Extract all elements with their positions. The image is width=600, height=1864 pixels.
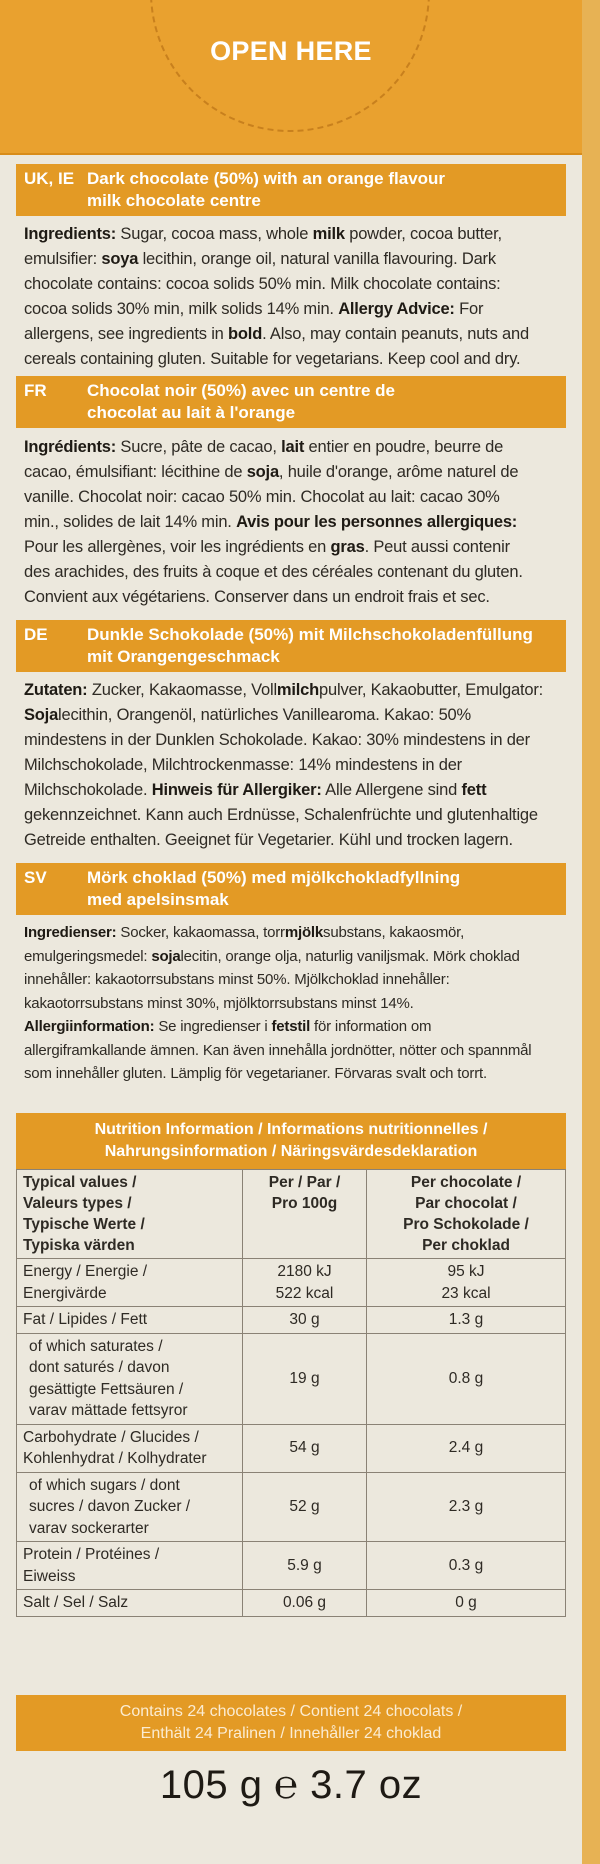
text-line: [24, 1062, 558, 1086]
text-line: [24, 992, 558, 1016]
text-line: [24, 297, 558, 322]
nutrient-label: Carbohydrate / Glucides / Kohlenhydrat / Kolhydrater: [17, 1424, 243, 1472]
text-segment: des arachides, des fruits à coque et des céréales contenant du gluten.: [24, 563, 523, 581]
text-line: [24, 272, 558, 297]
text-segment: för information om: [310, 1018, 432, 1035]
nutrient-label: of which saturates / dont saturés / davon gesättigte Fettsäuren / varav mättade fettsyror: [17, 1333, 243, 1424]
contains-count-banner: [16, 1695, 566, 1751]
text-segment: Zucker, Kakaomasse, Voll: [87, 681, 277, 699]
language-code: UK, IE: [24, 169, 75, 188]
text-segment: Alle Allergene sind: [321, 781, 462, 799]
value-per-chocolate: 0.3 g: [367, 1542, 566, 1590]
value-per-100g: 0.06 g: [243, 1590, 367, 1617]
contains-line: Enthält 24 Pralinen / Innehåller 24 choklad: [140, 1725, 442, 1742]
text-segment: . Also, may contain peanuts, nuts and: [262, 325, 529, 343]
net-weight: 105 g ℮ 3.7 oz: [159, 1763, 423, 1807]
text-segment: innehåller: kakaotorrsubstans minst 50%. Mjölkchoklad innehåller:: [24, 971, 450, 988]
text-segment: cereals containing gluten. Suitable for vegetarians. Keep cool and dry.: [24, 350, 521, 368]
text-segment: Convient aux végétariens. Conserver dans un endroit frais et sec.: [24, 588, 490, 606]
value-per-chocolate: 0.8 g: [367, 1333, 566, 1424]
text-line: [24, 678, 558, 703]
section-title-line: med apelsinsmak: [87, 890, 229, 909]
text-line: [24, 510, 558, 535]
bold-segment: gras: [330, 538, 365, 556]
section-header-fr: [16, 376, 566, 428]
text-line: [24, 585, 558, 610]
table-row: [17, 1472, 566, 1542]
nutrition-title-line: Nutrition Information / Informations nutritionnelles /: [94, 1121, 488, 1138]
section-title-line: Dunkle Schokolade (50%) mit Milchschokoladenfüllung: [87, 625, 533, 644]
text-segment: cocoa solids 30% min, milk solids 14% min.: [24, 300, 339, 318]
section-title-line: Chocolat noir (50%) avec un centre de: [87, 381, 395, 400]
text-segment: pulver, Kakaobutter, Emulgator:: [319, 681, 544, 699]
text-line: [24, 485, 558, 510]
nutrient-label: of which sugars / dont sucres / davon Zucker / varav sockerarter: [17, 1472, 243, 1542]
section-title-line: chocolat au lait à l'orange: [87, 403, 296, 422]
text-segment: lecithin, orange oil, natural vanilla flavouring. Dark: [138, 250, 496, 268]
bold-segment: milk: [312, 225, 345, 243]
ingredients-text-uk: [16, 218, 566, 376]
header-per-100g: Per / Par / Pro 100g: [243, 1170, 367, 1259]
header-typical-values: Typical values / Valeurs types / Typische Werte / Typiska värden: [17, 1170, 243, 1259]
language-code: SV: [24, 868, 47, 887]
text-line: [24, 1015, 558, 1039]
text-segment: kakaotorrsubstans minst 30%, mjölktorrsubstans minst 14%.: [24, 994, 414, 1012]
text-segment: vanille. Chocolat noir: cacao 50% min. Chocolat au lait: cacao 30%: [24, 488, 500, 506]
text-line: [24, 347, 558, 372]
nutrient-label: Protein / Protéines / Eiweiss: [17, 1542, 243, 1590]
text-segment: Milchschokolade.: [24, 781, 152, 799]
text-segment: , huile d'orange, arôme naturel de: [278, 463, 519, 481]
text-segment: emulsifier:: [24, 250, 102, 268]
value-per-chocolate: 95 kJ 23 kcal: [367, 1259, 566, 1307]
value-per-100g: 54 g: [243, 1424, 367, 1472]
table-row: [17, 1542, 566, 1590]
nutrient-label: Fat / Lipides / Fett: [17, 1307, 243, 1334]
text-line: [24, 728, 558, 753]
language-code: DE: [24, 625, 48, 644]
section-title-line: milk chocolate centre: [87, 191, 261, 210]
text-segment: allergiframkallande ämnen. Kan även innehålla jordnötter, nötter och spannmål: [24, 1041, 532, 1059]
section-title-line: mit Orangengeschmack: [87, 647, 280, 666]
bold-segment: lait: [281, 438, 305, 456]
text-line: [24, 778, 558, 803]
text-segment: Pour les allergènes, voir les ingrédients en: [24, 538, 331, 556]
nutrition-title-line: Nahrungsinformation / Näringsvärdesdeklaration: [104, 1143, 478, 1160]
table-row: [17, 1333, 566, 1424]
text-line: [24, 703, 558, 728]
value-per-100g: 19 g: [243, 1333, 367, 1424]
text-segment: Socker, kakaomassa, torr: [116, 924, 285, 941]
bold-segment: soja: [151, 947, 181, 965]
text-segment: . Peut aussi contenir: [364, 538, 510, 556]
bold-segment: soja: [246, 463, 279, 481]
text-segment: lecitin, orange olja, naturlig vaniljsmak. Mörk choklad: [180, 947, 520, 965]
text-line: [24, 460, 558, 485]
section-title-line: Dark chocolate (50%) with an orange flavour: [87, 169, 446, 188]
text-line: [24, 222, 558, 247]
nutrient-label: Salt / Sel / Salz: [17, 1590, 243, 1617]
text-segment: lecithin, Orangenöl, natürliches Vanillearoma. Kakao: 50%: [58, 706, 471, 724]
text-segment: entier en poudre, beurre de: [304, 438, 504, 456]
text-segment: min., solides de lait 14% min.: [24, 513, 237, 531]
section-header-uk: [16, 164, 566, 216]
bold-segment: Avis pour les personnes allergiques:: [236, 513, 518, 531]
bold-segment: soya: [101, 250, 139, 268]
bold-segment: Ingredienser:: [24, 924, 117, 941]
table-header-row: [17, 1170, 566, 1259]
bold-segment: Ingredients:: [24, 225, 117, 243]
bold-segment: bold: [228, 325, 263, 343]
text-segment: emulgeringsmedel:: [24, 947, 152, 965]
text-line: [24, 968, 558, 992]
bold-segment: Hinweis für Allergiker:: [151, 781, 322, 799]
nutrient-label: Energy / Energie / Energivärde: [17, 1259, 243, 1307]
text-line: [24, 535, 558, 560]
contains-line: Contains 24 chocolates / Contient 24 chocolats /: [119, 1703, 463, 1720]
section-title-line: Mörk choklad (50%) med mjölkchokladfyllning: [87, 868, 461, 887]
text-segment: For: [454, 300, 484, 318]
text-line: [24, 560, 558, 585]
header-per-chocolate: Per chocolate / Par chocolat / Pro Schokolade / Per choklad: [367, 1170, 566, 1259]
section-header-sv: [16, 863, 566, 915]
value-per-chocolate: 1.3 g: [367, 1307, 566, 1334]
package-side-edge: [582, 0, 600, 1864]
text-segment: allergens, see ingredients in: [24, 325, 229, 343]
text-line: [24, 322, 558, 347]
open-here-label: OPEN HERE: [210, 36, 372, 66]
table-row: [17, 1424, 566, 1472]
bold-segment: Zutaten:: [24, 681, 88, 699]
text-segment: Sucre, pâte de cacao,: [116, 438, 282, 456]
nutrition-header: [16, 1113, 566, 1169]
section-header-de: [16, 620, 566, 672]
ingredients-text-de: [16, 674, 566, 857]
bold-segment: Allergiinformation:: [24, 1018, 155, 1035]
value-per-100g: 5.9 g: [243, 1542, 367, 1590]
text-segment: cacao, émulsifiant: lécithine de: [24, 463, 247, 481]
text-segment: powder, cocoa butter,: [344, 225, 502, 243]
value-per-chocolate: 2.4 g: [367, 1424, 566, 1472]
text-line: [24, 1039, 558, 1063]
open-flap[interactable]: [0, 0, 582, 155]
language-code: FR: [24, 381, 47, 400]
text-segment: Se ingredienser i: [154, 1018, 272, 1035]
text-segment: substans, kakaosmör,: [323, 924, 465, 941]
text-line: [24, 247, 558, 272]
bold-segment: Ingrédients:: [24, 438, 117, 456]
text-segment: Getreide enthalten. Geeignet für Vegetarier. Kühl und trocken lagern.: [24, 831, 513, 849]
value-per-100g: 2180 kJ 522 kcal: [243, 1259, 367, 1307]
value-per-chocolate: 0 g: [367, 1590, 566, 1617]
table-row: [17, 1590, 566, 1617]
text-line: [24, 945, 558, 969]
value-per-100g: 30 g: [243, 1307, 367, 1334]
ingredients-text-fr: [16, 431, 566, 614]
text-segment: mindestens in der Dunklen Schokolade. Kakao: 30% mindestens in der: [24, 731, 530, 749]
bold-segment: fetstil: [271, 1018, 311, 1035]
ingredients-text-sv: [16, 917, 566, 1090]
value-per-100g: 52 g: [243, 1472, 367, 1542]
bold-segment: fett: [461, 781, 487, 799]
bold-segment: Allergy Advice:: [338, 300, 455, 318]
text-segment: Sugar, cocoa mass, whole: [116, 225, 313, 243]
table-row: [17, 1259, 566, 1307]
text-line: [24, 435, 558, 460]
text-segment: som innehåller gluten. Lämplig för vegetarianer. Förvaras svalt och torrt.: [24, 1065, 487, 1082]
bold-segment: mjölk: [284, 924, 324, 941]
nutrition-table: [16, 1169, 566, 1617]
table-row: [17, 1307, 566, 1334]
text-line: [24, 828, 558, 853]
text-segment: gekennzeichnet. Kann auch Erdnüsse, Schalenfrüchte und glutenhaltige: [24, 806, 538, 824]
text-segment: Milchschokolade, Milchtrockenmasse: 14% mindestens in der: [24, 756, 462, 774]
value-per-chocolate: 2.3 g: [367, 1472, 566, 1542]
text-line: [24, 753, 558, 778]
text-line: [24, 803, 558, 828]
text-segment: chocolate contains: cocoa solids 50% min. Milk chocolate contains:: [24, 275, 501, 293]
text-line: [24, 921, 558, 945]
bold-segment: Soja: [24, 706, 59, 724]
bold-segment: milch: [276, 681, 320, 699]
